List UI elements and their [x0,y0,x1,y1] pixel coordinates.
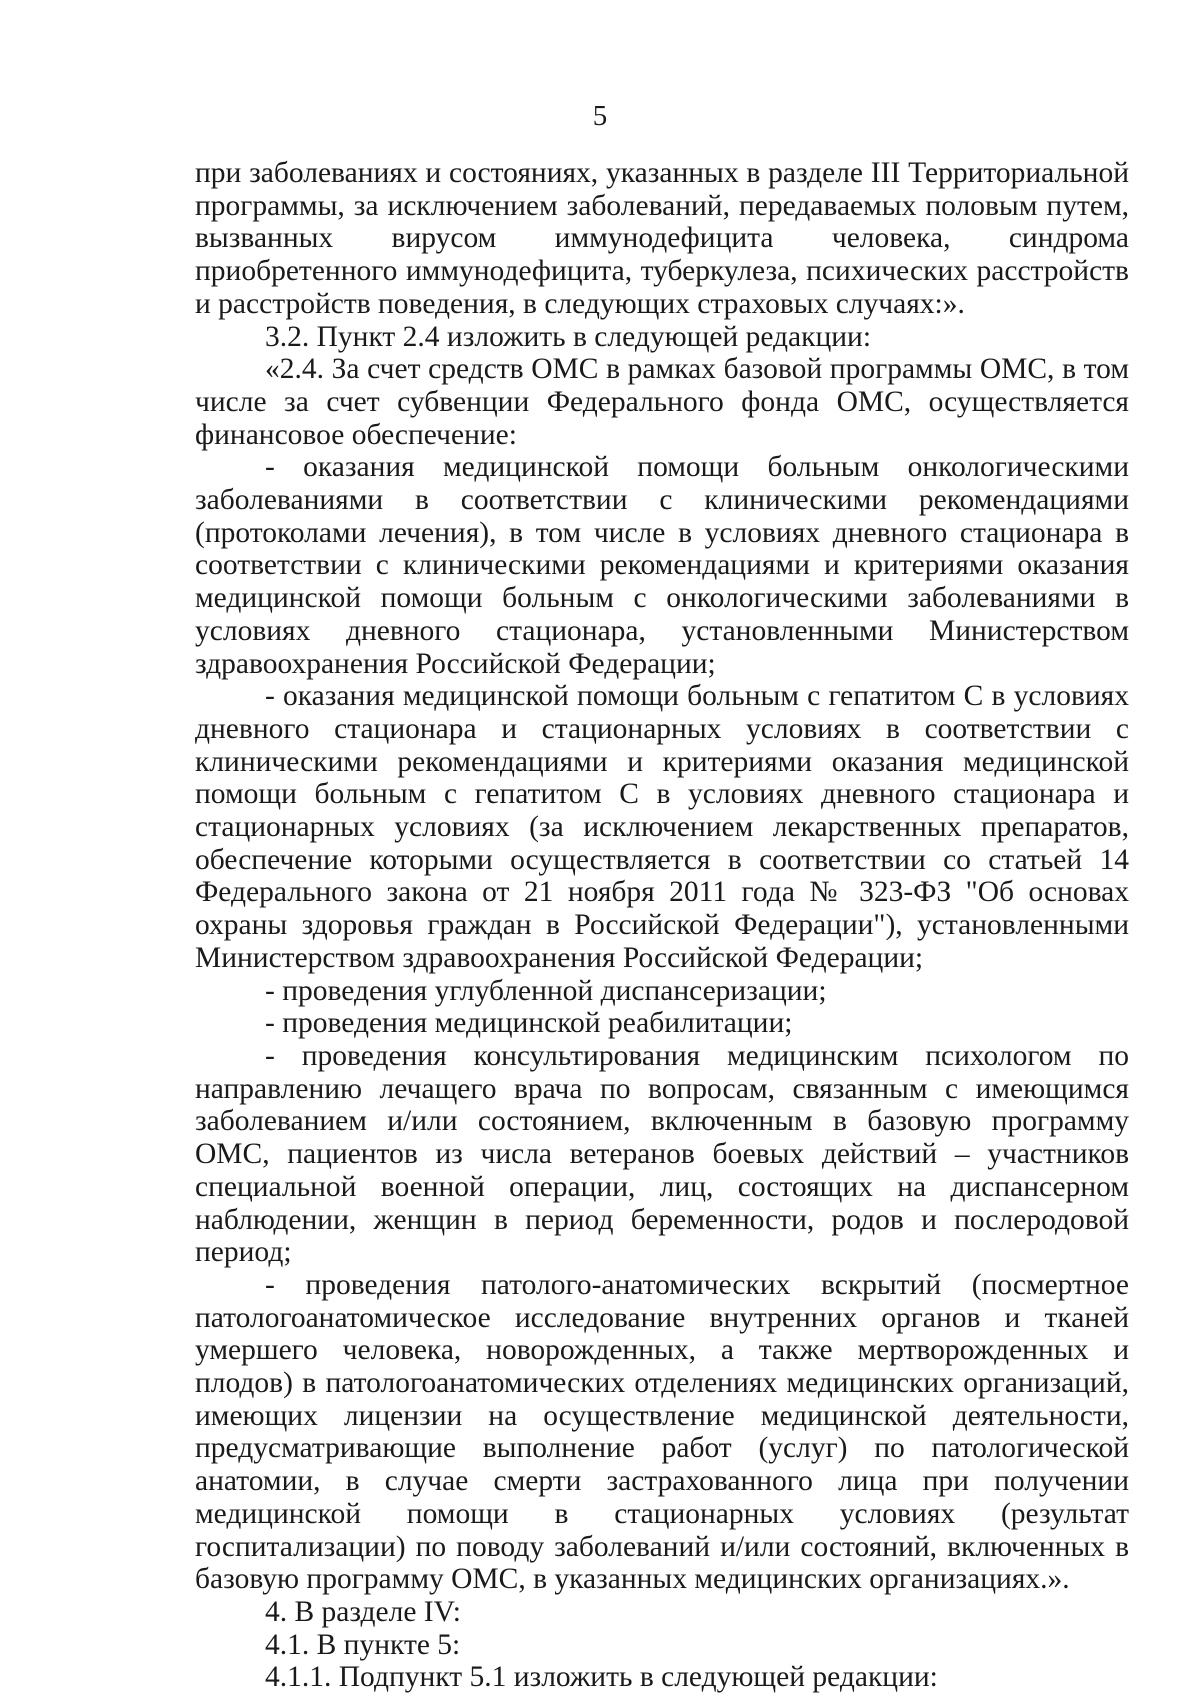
paragraph-continuation: при заболеваниях и состояниях, указанных в разделе III Территориальной программы, за исключением заболеваний, передаваемых половым путем, вызванных вирусом иммунодефицита человека, синдрома приобретенного иммунодефицита, туберкулеза, психических расстройств и расстройств поведения, в следующих страховых случаях:». [195,157,1129,320]
list-item-psychologist: - проведения консультирования медицинским психологом по направлению лечащего врача по вопросам, связанным с имеющимся заболеванием и/или состоянием, включенным в базовую программу ОМС, пациентов из числа ветеранов боевых действий – участников специальной военной операции, лиц, состоящих на диспансерном наблюдении, женщин в период беременности, родов и послеродовой период; [195,1039,1129,1269]
paragraph-section-4: 4. В разделе IV: [265,1595,461,1628]
list-item-rehabilitation: - проведения медицинской реабилитации; [265,1007,793,1040]
paragraph-4-1-1: 4.1.1. Подпункт 5.1 изложить в следующей редакции: [265,1661,938,1694]
document-body [195,157,1129,1694]
paragraph-2-4: «2.4. За счет средств ОМС в рамках базовой программы ОМС, в том числе за счет субвенции Федерального фонда ОМС, осуществляется финансовое обеспечение: [195,353,1129,451]
list-item-autopsy: - проведения патолого-анатомических вскрытий (посмертное патологоанатомическое исследование внутренних органов и тканей умершего человека, новорожденных, а также мертворожденных и плодов) в патологоанатомических отделениях медицинских организаций, имеющих лицензии на осуществление медицинской деятельности, предусматривающие выполнение работ (услуг) по патологической анатомии, в случае смерти застрахованного лица при получении медицинской помощи в стационарных условиях (результат госпитализации) по поводу заболеваний и/или состояний, включенных в базовую программу ОМС, в указанных медицинских организациях.». [195,1268,1129,1596]
list-item-dispensary: - проведения углубленной диспансеризации; [265,974,827,1007]
paragraph-3-2-heading: 3.2. Пункт 2.4 изложить в следующей редакции: [265,320,872,353]
list-item-oncology: - оказания медицинской помощи больным онкологическими заболеваниями в соответствии с клиническими рекомендациями (протоколами лечения), в том числе в условиях дневного стационара в соответствии с клиническими рекомендациями и критериями оказания медицинской помощи больным с онкологическими заболеваниями в условиях дневного стационара, установленными Министерством здравоохранения Российской Федерации; [195,451,1129,680]
list-item-hepatitis-c: - оказания медицинской помощи больным с гепатитом С в условиях дневного стационара и стационарных условиях в соответствии с клиническими рекомендациями и критериями оказания медицинской помощи больным с гепатитом С в условиях дневного стационара и стационарных условиях (за исключением лекарственных препаратов, обеспечение которыми осуществляется в соответствии со статьей 14 Федерального закона от 21 ноября 2011 года № 323-ФЗ "Об основах охраны здоровья граждан в Российской Федерации"), установленными Министерством здравоохранения Российской Федерации; [195,680,1129,974]
paragraph-4-1: 4.1. В пункте 5: [265,1628,461,1661]
page-number: 5 [592,100,608,132]
